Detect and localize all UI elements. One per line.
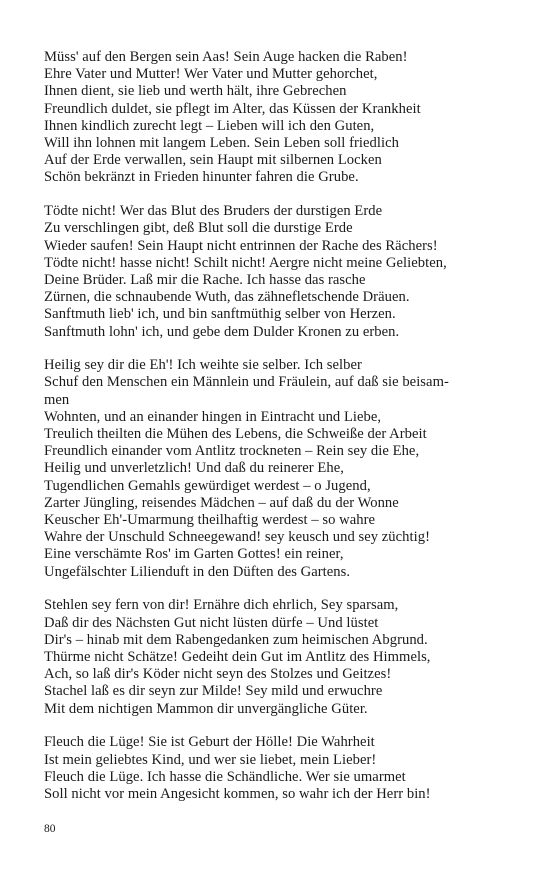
verse-line: Heilig sey dir die Eh'! Ich weihte sie selber. Ich selber [44,357,362,374]
verse-line: men [44,391,70,408]
stanza [44,597,514,717]
verse-line: Dir's – hinab mit dem Rabengedanken zum heimischen Abgrund. [44,631,428,648]
verse-line: Freundlich einander vom Antlitz trockneten – Rein sey die Ehe, [44,443,420,460]
page-number: 80 [44,823,56,835]
verse-line: Zu verschlingen gibt, deß Blut soll die durstige Erde [44,220,353,237]
verse-line: Stehlen sey fern von dir! Ernähre dich ehrlich, Sey sparsam, [44,597,399,614]
verse-line: Tödte nicht! hasse nicht! Schilt nicht! Aergre nicht meine Geliebten, [44,254,447,271]
verse-line: Sanftmuth lohn' ich, und gebe dem Dulder Kronen zu erben. [44,323,400,340]
poem-body [44,49,514,820]
stanza [44,49,514,187]
stanza [44,203,514,341]
verse-line: Wohnten, und an einander hingen in Eintracht und Liebe, [44,408,382,425]
verse-line: Zarter Jüngling, reisendes Mädchen – auf daß du der Wonne [44,494,399,511]
verse-line: Sanftmuth lieb' ich, und bin sanftmüthig selber von Herzen. [44,306,396,323]
verse-line: Heilig und unverletzlich! Und daß du reinerer Ehe, [44,460,344,477]
verse-line: Thürme nicht Schätze! Gedeiht dein Gut im Antlitz des Himmels, [44,649,431,665]
verse-line: Müss' auf den Bergen sein Aas! Sein Auge hacken die Raben! [44,49,408,65]
verse-line: Ihnen kindlich zurecht legt – Lieben will ich den Guten, [44,117,375,134]
verse-line: Will ihn lohnen mit langem Leben. Sein Leben soll friedlich [44,135,399,152]
verse-line: Tödte nicht! Wer das Blut des Bruders der durstigen Erde [44,203,383,220]
verse-line: Zürnen, die schnaubende Wuth, das zähnefletschende Dräuen. [44,289,410,306]
verse-line: Daß dir des Nächsten Gut nicht lüsten dürfe – Und lüstet [44,614,379,631]
verse-line: Treulich theilten die Mühen des Lebens, die Schweiße der Arbeit [44,426,427,443]
verse-line: Wahre der Unschuld Schneegewand! sey keusch und sey züchtig! [44,529,430,546]
verse-line: Schön bekränzt in Frieden hinunter fahren die Grube. [44,169,359,186]
verse-line: Wieder saufen! Sein Haupt nicht entrinnen der Rache des Rächers! [44,237,438,254]
verse-line: Tugendlichen Gemahls gewürdiget werdest – o Jugend, [44,477,371,494]
verse-line: Freundlich duldet, sie pflegt im Alter, das Küssen der Krankheit [44,100,421,117]
verse-line: Ihnen dient, sie lieb und werth hält, ihre Gebrechen [44,83,347,100]
verse-line: Ehre Vater und Mutter! Wer Vater und Mutter gehorchet, [44,66,378,83]
verse-line: Soll nicht vor mein Angesicht kommen, so wahr ich der Herr bin! [44,785,431,802]
stanza [44,357,514,581]
verse-line: Stachel laß es dir seyn zur Milde! Sey mild und erwuchre [44,683,383,700]
verse-line: Auf der Erde verwallen, sein Haupt mit silbernen Locken [44,152,382,169]
verse-line: Eine verschämte Ros' im Garten Gottes! ein reiner, [44,546,344,563]
verse-line: Fleuch die Lüge! Sie ist Geburt der Hölle! Die Wahrheit [44,734,375,751]
verse-line: Deine Brüder. Laß mir die Rache. Ich hasse das rasche [44,271,366,288]
verse-line: Ach, so laß dir's Köder nicht seyn des Stolzes und Geitzes! [44,666,392,683]
verse-line: Ungefälschter Lilienduft in den Düften des Gartens. [44,563,351,580]
verse-line: Ist mein geliebtes Kind, und wer sie liebet, mein Lieber! [44,751,377,768]
verse-line: Schuf den Menschen ein Männlein und Fräulein, auf daß sie beisam- [44,374,449,391]
verse-line: Mit dem nichtigen Mammon dir unvergängliche Güter. [44,700,368,717]
verse-line: Keuscher Eh'-Umarmung theilhaftig werdest – so wahre [44,512,376,529]
stanza [44,734,514,803]
verse-line: Fleuch die Lüge. Ich hasse die Schändliche. Wer sie umarmet [44,768,406,785]
